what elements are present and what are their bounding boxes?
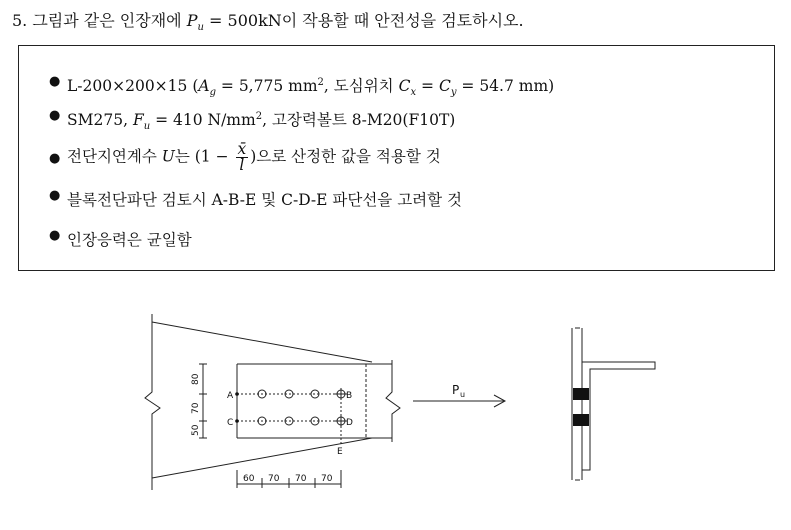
centroid-label: , 도심위치 [323, 77, 399, 95]
question-suffix: 이 작용할 때 안전성을 검토하시오. [281, 11, 524, 30]
block-shear-text: 블록전단파단 검토시 A-B-E 및 C-D-E 파단선을 고려할 것 [67, 191, 463, 209]
ag-value: = 5,775 mm [215, 77, 318, 95]
cx-symbol: C [398, 77, 411, 95]
load-label-p: P [452, 383, 460, 397]
label-c: C [227, 418, 234, 428]
label-a: A [227, 391, 234, 401]
cy-value: = 54.7 mm) [456, 77, 555, 95]
pu-value: = 500kN [203, 11, 282, 30]
angle-member-outline [237, 364, 392, 438]
dim-h-60: 60 [243, 474, 255, 484]
fu-subscript: u [143, 121, 151, 133]
bullet-icon: ● [49, 108, 61, 123]
fraction-numerator: x̄ [237, 140, 247, 158]
label-d: D [346, 418, 353, 428]
side-view-bolt [573, 414, 589, 426]
steel-grade: SM275, [67, 111, 133, 129]
dim-h-70b: 70 [295, 474, 307, 484]
gusset-plate-bottom-edge [152, 438, 372, 478]
dim-v-80: 80 [191, 373, 201, 385]
dim-h-70a: 70 [268, 474, 280, 484]
formula-open: 는 (1 − [174, 147, 234, 166]
label-b: B [346, 391, 353, 401]
bullet-icon: ● [49, 188, 61, 203]
u-symbol: U [161, 147, 175, 166]
side-view-break [575, 328, 580, 480]
fu-superscript: 2 [255, 110, 263, 122]
gusset-plate-top-edge [152, 322, 372, 362]
label-e: E [337, 447, 343, 457]
cy-symbol: C [438, 77, 451, 95]
pu-subscript: u [197, 22, 204, 34]
bolt-point-A [235, 392, 239, 396]
pu-symbol: P [186, 11, 198, 30]
ag-symbol: A [198, 77, 210, 95]
bullet-icon: ● [49, 74, 61, 89]
dim-h-70c: 70 [321, 474, 333, 484]
bullet-icon: ● [49, 228, 61, 243]
side-view-bolt [573, 388, 589, 400]
uniform-stress-text: 인장응력은 균일함 [67, 231, 192, 249]
fu-symbol: F [132, 111, 144, 129]
bullet-icon: ● [49, 151, 61, 166]
bolt-spec: , 고장력볼트 8-M20(F10T) [262, 111, 456, 129]
load-label-sub: u [460, 390, 466, 399]
bolt-point-C [235, 419, 239, 423]
question-prefix: 5. 그림과 같은 인장재에 [12, 11, 182, 30]
formula-close: )으로 산정한 값을 적용할 것 [250, 147, 441, 166]
equals-sign: = [416, 77, 439, 95]
member-break-line [386, 360, 400, 442]
cx-subscript: x [410, 87, 417, 99]
ag-subscript: g [209, 87, 216, 99]
cy-subscript: y [450, 87, 457, 99]
fu-value: = 410 N/mm [150, 111, 256, 129]
gusset-plate-left-edge [145, 314, 160, 490]
dim-v-70: 70 [191, 402, 201, 414]
dim-v-50: 50 [191, 424, 201, 436]
section-text: L-200×200×15 ( [67, 77, 199, 95]
ag-superscript: 2 [317, 76, 324, 88]
side-view-angle [582, 362, 655, 470]
fraction-denominator: l [239, 156, 245, 174]
side-view-gusset [572, 328, 582, 480]
shear-lag-label: 전단지연계수 [67, 147, 162, 166]
